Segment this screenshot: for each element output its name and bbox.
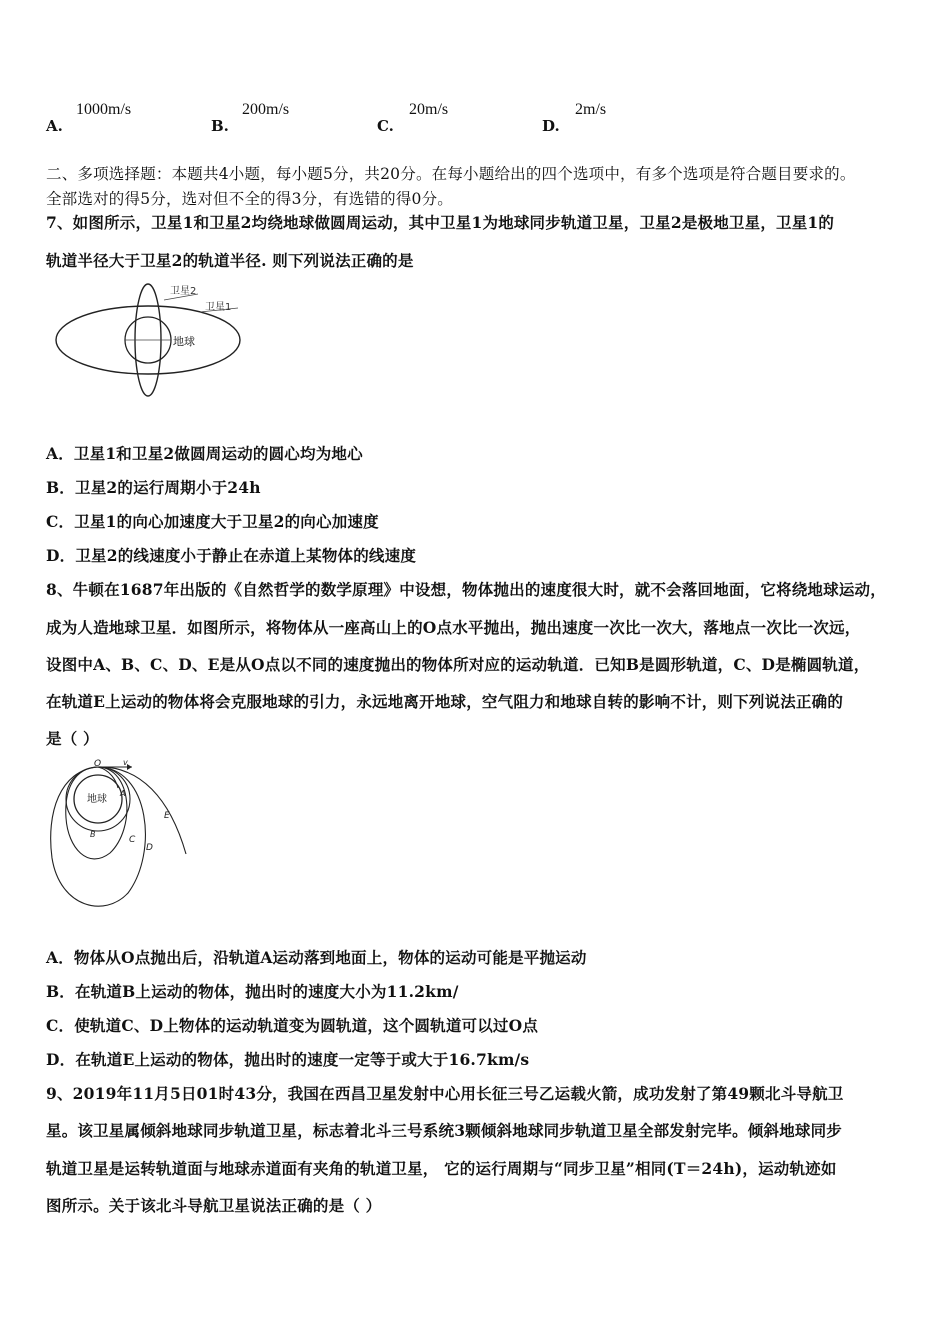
q6-option-a-letter: A.: [46, 117, 63, 135]
q8-option-b: B．在轨道B上运动的物体，抛出时的速度大小为11.2km/: [46, 982, 459, 1001]
label-a: A: [120, 789, 126, 798]
q7-option-c: C．卫星1的向心加速度大于卫星2的向心加速度: [46, 512, 379, 531]
q7-stem-line1: 7、如图所示，卫星1和卫星2均绕地球做圆周运动，其中卫星1为地球同步轨道卫星，卫星2是极地卫星，卫星1的: [46, 213, 835, 232]
q7-orbit-diagram: [50, 278, 250, 403]
section2-instructions-line2: 全部选对的得5分，选对但不全的得3分，有选错的得0分。: [46, 190, 453, 208]
q8-trajectory-diagram: [40, 758, 190, 918]
q9-stem-line1: 9、2019年11月5日01时43分，我国在西昌卫星发射中心用长征三号乙运载火箭，成功发射了第49颗北斗导航卫: [46, 1084, 844, 1103]
q8-option-c: C．使轨道C、D上物体的运动轨道变为圆轨道，这个圆轨道可以过O点: [46, 1016, 539, 1035]
q9-stem-line4: 图所示。关于该北斗导航卫星说法正确的是（ ）: [46, 1196, 382, 1215]
label-c: C: [129, 835, 136, 845]
earth-label: 地球: [173, 335, 195, 348]
q8-option-d: D．在轨道E上运动的物体，抛出时的速度一定等于或大于16.7km/s: [46, 1050, 530, 1069]
q8-stem-line2: 成为人造地球卫星．如图所示，将物体从一座高山上的O点水平抛出，抛出速度一次比一次大，落地点一次比一次远，: [46, 618, 861, 637]
q6-option-d-letter: D.: [542, 117, 560, 135]
q9-stem-line2: 星。该卫星属倾斜地球同步轨道卫星，标志着北斗三号系统3颗倾斜地球同步轨道卫星全部发射完毕。倾斜地球同步: [46, 1121, 842, 1140]
q7-option-d: D．卫星2的线速度小于静止在赤道上某物体的线速度: [46, 546, 417, 565]
q8-option-a: A．物体从O点抛出后，沿轨道A运动落到地面上，物体的运动可能是平抛运动: [46, 948, 587, 967]
q7-option-a: A．卫星1和卫星2做圆周运动的圆心均为地心: [46, 444, 363, 463]
q6-option-d-value: 2m/s: [575, 101, 607, 118]
sat1-label: 卫星1: [205, 302, 232, 313]
v-label: v: [123, 758, 128, 767]
q7-stem-line2: 轨道半径大于卫星2的轨道半径. 则下列说法正确的是: [46, 251, 414, 270]
q8-stem-line3: 设图中A、B、C、D、E是从O点以不同的速度抛出的物体所对应的运动轨道．已知B是圆形轨道，C、D是椭圆轨道，: [46, 655, 870, 674]
label-b: B: [90, 830, 96, 839]
point-o-label: O: [94, 759, 102, 769]
q8-stem-line1: 8、牛顿在1687年出版的《自然哲学的数学原理》中设想，物体抛出的速度很大时，就不会落回地面，它将绕地球运动，: [46, 580, 886, 599]
q6-option-b-letter: B.: [211, 117, 229, 135]
q8-stem-line5: 是（ ）: [46, 729, 99, 748]
q6-option-a-value: 1000m/s: [76, 101, 132, 118]
q6-option-c-value: 20m/s: [409, 101, 449, 118]
q6-option-b-value: 200m/s: [242, 101, 290, 118]
label-d: D: [146, 843, 153, 853]
q7-option-b: B．卫星2的运行周期小于24h: [46, 478, 261, 497]
orbit-e: [98, 767, 186, 854]
q6-option-c-letter: C.: [377, 117, 394, 135]
section2-instructions-line1: 二、多项选择题：本题共4小题，每小题5分，共20分。在每小题给出的四个选项中，有多个选项是符合题目要求的。: [46, 165, 856, 183]
earth-label-q8: 地球: [87, 794, 107, 805]
velocity-arrowhead: [127, 764, 132, 770]
q8-stem-line4: 在轨道E上运动的物体将会克服地球的引力，永远地离开地球，空气阻力和地球自转的影响不计，则下列说法正确的: [46, 692, 844, 711]
q9-stem-line3: 轨道卫星是运转轨道面与地球赤道面有夹角的轨道卫星， 它的运行周期与“同步卫星”相同(T＝24h)，运动轨迹如: [46, 1159, 837, 1178]
label-e: E: [164, 811, 170, 821]
sat2-label: 卫星2: [170, 286, 197, 297]
